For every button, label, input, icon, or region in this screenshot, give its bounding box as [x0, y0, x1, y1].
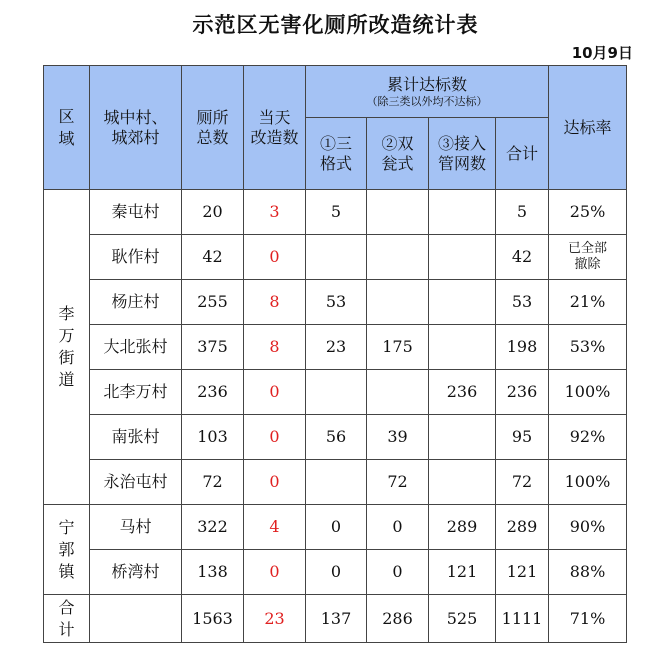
village-cell: 马村	[90, 505, 182, 550]
today-cell: 0	[244, 415, 306, 460]
type1-cell	[306, 370, 367, 415]
village-cell: 永治屯村	[90, 460, 182, 505]
report-date: 10月9日	[571, 44, 633, 62]
village-cell: 秦屯村	[90, 190, 182, 235]
sum-cell: 5	[496, 190, 549, 235]
header-village: 城中村、 城郊村	[90, 66, 182, 190]
rate-cell: 已全部 撤除	[549, 235, 627, 280]
type2-cell: 0	[367, 550, 429, 595]
header-type1: ①三 格式	[306, 118, 367, 190]
type2-cell: 175	[367, 325, 429, 370]
total-cell: 20	[182, 190, 244, 235]
total-cell: 42	[182, 235, 244, 280]
rate-cell: 100%	[549, 370, 627, 415]
header-rate: 达标率	[549, 66, 627, 190]
rate-cell: 88%	[549, 550, 627, 595]
today-cell: 23	[244, 595, 306, 643]
table-row	[44, 415, 627, 460]
today-cell: 0	[244, 370, 306, 415]
type1-cell: 137	[306, 595, 367, 643]
type2-cell	[367, 235, 429, 280]
type1-cell	[306, 235, 367, 280]
total-cell: 236	[182, 370, 244, 415]
total-cell: 1563	[182, 595, 244, 643]
total-label-cell: 合 计	[44, 595, 90, 643]
table-row	[44, 370, 627, 415]
table-row	[44, 235, 627, 280]
sum-cell: 236	[496, 370, 549, 415]
sum-cell: 198	[496, 325, 549, 370]
page-title: 示范区无害化厕所改造统计表	[192, 13, 479, 37]
village-cell: 大北张村	[90, 325, 182, 370]
today-cell: 0	[244, 235, 306, 280]
sum-cell: 1111	[496, 595, 549, 643]
village-cell: 桥湾村	[90, 550, 182, 595]
type1-cell: 56	[306, 415, 367, 460]
table-row	[44, 280, 627, 325]
group-name-cell: 李 万 街 道	[44, 190, 90, 505]
type3-cell	[429, 190, 496, 235]
type3-cell	[429, 280, 496, 325]
today-cell: 8	[244, 325, 306, 370]
rate-cell: 53%	[549, 325, 627, 370]
type3-cell: 289	[429, 505, 496, 550]
total-cell: 103	[182, 415, 244, 460]
total-cell: 375	[182, 325, 244, 370]
type2-cell	[367, 190, 429, 235]
type2-cell: 286	[367, 595, 429, 643]
village-cell: 北李万村	[90, 370, 182, 415]
village-cell: 杨庄村	[90, 280, 182, 325]
type2-cell: 39	[367, 415, 429, 460]
today-cell: 0	[244, 550, 306, 595]
table-row	[44, 505, 627, 550]
type1-cell: 53	[306, 280, 367, 325]
village-cell: 南张村	[90, 415, 182, 460]
type1-cell: 0	[306, 505, 367, 550]
rate-cell: 21%	[549, 280, 627, 325]
table-row	[44, 460, 627, 505]
type1-cell	[306, 460, 367, 505]
type3-cell: 236	[429, 370, 496, 415]
rate-cell: 92%	[549, 415, 627, 460]
total-cell: 255	[182, 280, 244, 325]
sum-cell: 121	[496, 550, 549, 595]
today-cell: 4	[244, 505, 306, 550]
header-type2: ②双 瓮式	[367, 118, 429, 190]
table-row	[44, 325, 627, 370]
today-cell: 0	[244, 460, 306, 505]
type2-cell: 0	[367, 505, 429, 550]
sum-cell: 289	[496, 505, 549, 550]
table-header	[44, 66, 627, 190]
type3-cell	[429, 415, 496, 460]
type3-cell	[429, 235, 496, 280]
header-area: 区 域	[44, 66, 90, 190]
table-row	[44, 550, 627, 595]
total-cell: 138	[182, 550, 244, 595]
sum-cell: 72	[496, 460, 549, 505]
type2-cell	[367, 370, 429, 415]
total-cell: 322	[182, 505, 244, 550]
group-name-cell: 宁 郭 镇	[44, 505, 90, 595]
rate-cell: 90%	[549, 505, 627, 550]
header-cumulative-note: （除三类以外均不达标）	[366, 94, 488, 108]
type3-cell	[429, 460, 496, 505]
type1-cell: 23	[306, 325, 367, 370]
total-cell: 72	[182, 460, 244, 505]
type3-cell: 121	[429, 550, 496, 595]
type3-cell	[429, 325, 496, 370]
sum-cell: 95	[496, 415, 549, 460]
header-total: 厕所 总数	[182, 66, 244, 190]
type1-cell: 5	[306, 190, 367, 235]
table-row	[44, 190, 627, 235]
header-cumulative-label: 累计达标数	[386, 74, 467, 94]
today-cell: 8	[244, 280, 306, 325]
sum-cell: 42	[496, 235, 549, 280]
table-body	[44, 190, 627, 643]
statistics-table	[43, 65, 627, 643]
rate-cell: 100%	[549, 460, 627, 505]
sum-cell: 53	[496, 280, 549, 325]
type3-cell: 525	[429, 595, 496, 643]
today-cell: 3	[244, 190, 306, 235]
header-today: 当天 改造数	[244, 66, 306, 190]
header-sum: 合计	[496, 118, 549, 190]
type2-cell: 72	[367, 460, 429, 505]
total-row	[44, 595, 627, 643]
rate-cell: 71%	[549, 595, 627, 643]
type1-cell: 0	[306, 550, 367, 595]
header-cumulative	[306, 66, 549, 118]
type2-cell	[367, 280, 429, 325]
rate-cell: 25%	[549, 190, 627, 235]
header-type3: ③接入 管网数	[429, 118, 496, 190]
village-cell: 耿作村	[90, 235, 182, 280]
village-cell	[90, 595, 182, 643]
